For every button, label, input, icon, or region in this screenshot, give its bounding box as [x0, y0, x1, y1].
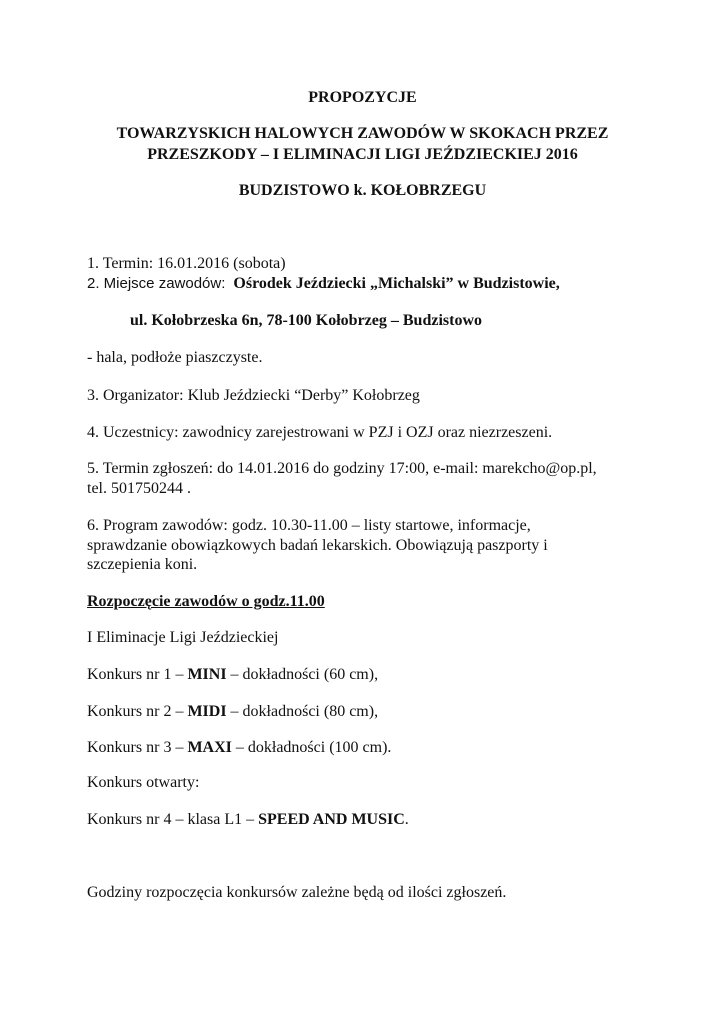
konkurs-2-suffix: – dokładności (80 cm),	[226, 703, 379, 720]
document-location: BUDZISTOWO k. KOŁOBRZEGU	[238, 182, 487, 199]
schedule-konkurs-1	[87, 665, 378, 685]
schedule-start-heading: Rozpoczęcie zawodów o godz.11.00	[87, 593, 325, 610]
schedule-otwarty: Konkurs otwarty:	[87, 774, 200, 791]
konkurs-2-name: MIDI	[187, 703, 227, 720]
konkurs-1-suffix: – dokładności (60 cm),	[226, 666, 379, 683]
item-program-line-1: 6. Program zawodów: godz. 10.30-11.00 – listy startowe, informacje,	[87, 517, 531, 534]
item-address: ul. Kołobrzeska 6n, 78-100 Kołobrzeg – Budzistowo	[130, 312, 483, 329]
konkurs-4-prefix: Konkurs nr 4 – klasa L1 –	[87, 811, 259, 828]
item-miejsce-value: Ośrodek Jeździecki „Michalski” w Budzistowie,	[233, 275, 560, 292]
item-program-line-2: sprawdzanie obowiązkowych badań lekarskich. Obowiązują paszporty i	[87, 537, 548, 554]
item-program-line-3: szczepienia koni.	[87, 556, 198, 573]
konkurs-3-suffix: – dokładności (100 cm).	[231, 739, 392, 756]
schedule-konkurs-2	[87, 702, 378, 722]
item-termin: 1. Termin: 16.01.2016 (sobota)	[87, 255, 286, 272]
item-hala: - hala, podłoże piaszczyste.	[87, 349, 263, 366]
item-zgloszenia-line-2: tel. 501750244 .	[87, 480, 191, 497]
konkurs-3-name: MAXI	[187, 739, 232, 756]
item-miejsce-label: 2. Miejsce zawodów:	[87, 275, 226, 292]
item-uczestnicy: 4. Uczestnicy: zawodnicy zarejestrowani w PZJ i OZJ oraz niezrzeszeni.	[87, 424, 553, 441]
document-subtitle-line-2: PRZESZKODY – I ELIMINACJI LIGI JEŹDZIECKIEJ 2016	[147, 146, 578, 163]
schedule-footer-note: Godziny rozpoczęcia konkursów zależne będą od ilości zgłoszeń.	[87, 884, 507, 901]
konkurs-4-name: SPEED AND MUSIC	[258, 811, 405, 828]
konkurs-1-name: MINI	[187, 666, 227, 683]
konkurs-2-prefix: Konkurs nr 2 –	[87, 703, 188, 720]
konkurs-3-prefix: Konkurs nr 3 –	[87, 739, 188, 756]
konkurs-4-suffix: .	[404, 811, 409, 828]
item-organizator: 3. Organizator: Klub Jeździecki “Derby” Kołobrzeg	[87, 387, 420, 404]
document-subtitle-line-1: TOWARZYSKICH HALOWYCH ZAWODÓW W SKOKACH PRZEZ	[116, 125, 609, 142]
schedule-konkurs-3	[87, 738, 391, 758]
item-miejsce	[87, 274, 560, 294]
konkurs-1-prefix: Konkurs nr 1 –	[87, 666, 188, 683]
schedule-konkurs-4	[87, 810, 409, 830]
document-title: PROPOZYCJE	[308, 89, 417, 106]
schedule-eliminacje: I Eliminacje Ligi Jeździeckiej	[87, 629, 279, 646]
item-zgloszenia-line-1: 5. Termin zgłoszeń: do 14.01.2016 do godziny 17:00, e-mail: marekcho@op.pl,	[87, 460, 597, 477]
